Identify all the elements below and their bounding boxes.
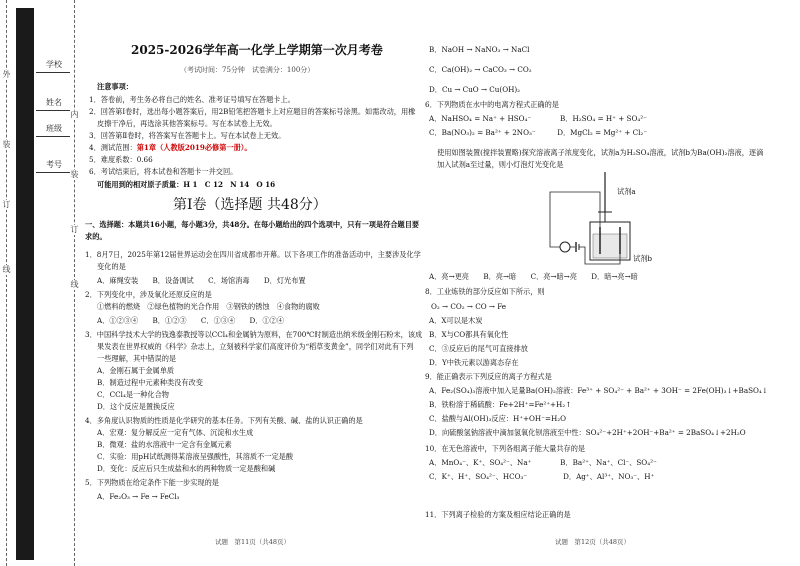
question-line: D．变化：反应后只生成盐和水的两种物质一定是酸和碱 bbox=[97, 464, 276, 473]
scope-label: 4．测试范围： bbox=[89, 143, 137, 152]
atomic-mass-line: 可能用到的相对原子质量：H 1 C 12 N 14 O 16 bbox=[97, 180, 276, 189]
question-line: A．X可以是木炭 bbox=[429, 316, 483, 325]
question-line: C．Ca(OH)₂ → CaCO₃ → CO₂ bbox=[429, 65, 532, 74]
binding-outer-label: 装 bbox=[2, 140, 11, 150]
question-line: 4．多角度认识物质的性质是化学研究的基本任务。下列有关酸、碱、盐的认识正确的是 bbox=[85, 416, 363, 425]
binding-margin bbox=[0, 0, 80, 566]
question-line: C．K⁺、H⁺、SO₄²⁻、HCO₃⁻ D．Ag⁺、Al³⁺、NO₃⁻、H⁺ bbox=[429, 472, 655, 481]
question-line: A．金刚石属于金属单质 bbox=[97, 366, 175, 375]
question-line: B．微观：盐的水溶液中一定含有金属元素 bbox=[97, 440, 232, 449]
binding-inner-label: 订 bbox=[70, 225, 79, 235]
question-line: 3．中国科学技术大学的钱逸泰教授等以CCl₄和金属钠为原料，在700℃时制造出纳米级金刚石粉末，该成 bbox=[85, 330, 423, 339]
id-field-label: 考号 bbox=[46, 160, 62, 169]
note-line: 6．考试结束后，将本试卷和答题卡一并交回。 bbox=[89, 167, 238, 176]
note-line: 5．难度系数：0.66 bbox=[89, 155, 153, 164]
question-line: 加入试剂a至过量，则小灯泡灯光变化是 bbox=[437, 160, 564, 169]
question-line: 5．下列物质在给定条件下能一步实现的是 bbox=[85, 478, 219, 487]
scope-value: 第1章（人教版2019必修第一册）。 bbox=[136, 143, 252, 152]
question-line: A．Fe₂O₃ → Fe → FeCl₃ bbox=[97, 492, 180, 501]
question-line: ①燃料的燃烧 ②绿色植物的光合作用 ③钢铁的锈蚀 ④食物的腐败 bbox=[97, 302, 320, 311]
binding-inner-label: 内 bbox=[70, 110, 79, 120]
binding-outer-label: 订 bbox=[2, 200, 11, 210]
question-line: 一些理解，其中错误的是 bbox=[97, 354, 177, 363]
page-footer-left: 试题 第11页（共48页） bbox=[215, 538, 291, 546]
section-intro: 求的。 bbox=[85, 232, 107, 241]
binding-outer-label: 线 bbox=[2, 265, 11, 275]
question-line: 1．8月7日，2025年第12届世界运动会在四川省成都市开幕。以下各项工作的准备活动中，主要涉及化学 bbox=[85, 250, 421, 259]
note-line bbox=[89, 143, 252, 152]
question-line: C．CCl₄是一种化合物 bbox=[97, 390, 169, 399]
question-line: 8．工业炼铁的部分反应如下所示，则 bbox=[425, 287, 545, 296]
question-line: A．亮→更亮 B．亮→暗 C．亮→暗→亮 D．暗→亮→暗 bbox=[429, 272, 638, 281]
question-line: C．盐酸与Al(OH)₃反应：H⁺+OH⁻=H₂O bbox=[429, 414, 567, 423]
outer-dotted-line bbox=[6, 0, 7, 566]
reagent-b-label: 试剂b bbox=[633, 254, 652, 263]
question-line: A．NaHSO₄ = Na⁺ + HSO₄⁻ B．H₂SO₄ = H⁺ + SO₄²⁻ bbox=[429, 114, 647, 123]
school-field-line bbox=[36, 72, 70, 73]
right-page bbox=[425, 0, 768, 566]
question-line: 2．下列变化中，涉及氧化还原反应的是 bbox=[85, 290, 212, 299]
question-line: A．麻绳安装 B．设备调试 C．场馆消毒 D．灯光布置 bbox=[97, 276, 306, 285]
note-line: 1．答卷前，考生务必将自己的姓名、准考证号填写在答题卡上。 bbox=[89, 95, 295, 104]
question-line: 11．下列离子检验的方案及相应结论正确的是 bbox=[425, 510, 571, 519]
question-line: B．NaOH → NaNO₃ → NaCl bbox=[429, 45, 530, 54]
question-line: 变化的是 bbox=[97, 262, 126, 271]
question-line: D．Y中铁元素以游离态存在 bbox=[429, 358, 519, 367]
question-line: C．实验：用pH试纸测得某溶液呈强酸性，其溶质不一定是酸 bbox=[97, 452, 294, 461]
note-line: 皮擦干净后，再选涂其他答案标号。写在本试卷上无效。 bbox=[97, 119, 277, 128]
note-line: 3．回答第Ⅱ卷时，将答案写在答题卡上。写在本试卷上无效。 bbox=[89, 131, 286, 140]
name-field-label: 姓名 bbox=[46, 98, 62, 107]
question-line: B．X与CO都具有氧化性 bbox=[429, 330, 509, 339]
binding-inner-label: 线 bbox=[70, 280, 79, 290]
question-line: D．这个反应是置换反应 bbox=[97, 402, 175, 411]
section-intro: 一、选择题：本题共16小题，每小题3分，共48分。在每小题给出的四个选项中，只有一项是符合题目要 bbox=[85, 220, 420, 229]
section-title: 第Ⅰ卷（选择题 共48分） bbox=[173, 197, 327, 213]
question-line: C．③反应后的尾气可直接排放 bbox=[429, 344, 528, 353]
notes-heading: 注意事项： bbox=[97, 82, 133, 91]
black-binding-strip bbox=[16, 8, 34, 560]
id-field-line bbox=[36, 172, 70, 173]
question-line: 果发表在世界权威的《科学》杂志上，立刻被科学家们高度评价为“稻草变黄金”，同学们对此有下列 bbox=[97, 342, 414, 351]
question-line: B．铁粉溶于稀硫酸：Fe+2H⁺=Fe²⁺+H₂↑ bbox=[429, 400, 572, 409]
question-line: 10．在无色溶液中，下列各组离子能大量共存的是 bbox=[425, 444, 586, 453]
question-line: O₂ → CO₂ → CO → Fe bbox=[431, 302, 507, 311]
question-line: 6．下列物质在水中的电离方程式正确的是 bbox=[425, 100, 559, 109]
school-field-label: 学校 bbox=[46, 60, 62, 69]
question-line: A．宏观：复分解反应一定有气体、沉淀和水生成 bbox=[97, 428, 254, 437]
page-footer-right: 试题 第12页（共48页） bbox=[555, 538, 631, 546]
left-page bbox=[85, 0, 423, 566]
question-line: D．向硫酸氢钠溶液中滴加氢氧化钡溶液至中性：SO₄²⁻+2H⁺+2OH⁻+Ba²⁺ = 2BaSO₄↓+2H₂O bbox=[429, 428, 746, 437]
question-line: A．Fe₂(SO₄)₃溶液中加入足量Ba(OH)₂溶液：Fe³⁺ + SO₄²⁻ + Ba²⁺ + 3OH⁻ = 2Fe(OH)₃↓+BaSO₄↓ bbox=[429, 386, 768, 395]
binding-inner-label: 装 bbox=[70, 170, 79, 180]
question-line: B．制造过程中元素种类没有改变 bbox=[97, 378, 203, 387]
exam-subtitle: （考试时间：75分钟 试卷满分：100分） bbox=[180, 66, 315, 74]
exam-title: 2025-2026学年高一化学上学期第一次月考卷 bbox=[131, 43, 383, 57]
binding-outer-label: 外 bbox=[2, 70, 11, 80]
note-line: 2．回答第Ⅰ卷时，选出每小题答案后，用2B铅笔把答题卡上对应题目的答案标号涂黑。如需改动，用橡 bbox=[89, 107, 416, 116]
question-line: D．Cu → CuO → Cu(OH)₂ bbox=[429, 85, 521, 94]
reagent-a-label: 试剂a bbox=[617, 187, 636, 196]
question-line: 使用如图装置(搅拌装置略)探究溶液离子浓度变化，试剂a为H₂SO₄溶液，试剂b为Ba(OH)₂溶液，逐滴 bbox=[437, 148, 764, 157]
question-line: 9．能正确表示下列反应的离子方程式是 bbox=[425, 372, 552, 381]
question-line: A．MnO₄⁻、K⁺、SO₄²⁻、Na⁺ B．Ba²⁺、Na⁺、Cl⁻、SO₄²⁻ bbox=[429, 458, 657, 467]
question-line: A．①②③④ B．①②③ C．①③④ D．①②④ bbox=[97, 316, 285, 325]
class-field-label: 班级 bbox=[46, 124, 62, 133]
class-field-line bbox=[36, 136, 70, 137]
name-field-line bbox=[36, 110, 70, 111]
question-line: C．Ba(NO₃)₂ = Ba²⁺ + 2NO₃⁻ D．MgCl₂ = Mg²⁺ + Cl₂⁻ bbox=[429, 128, 648, 137]
